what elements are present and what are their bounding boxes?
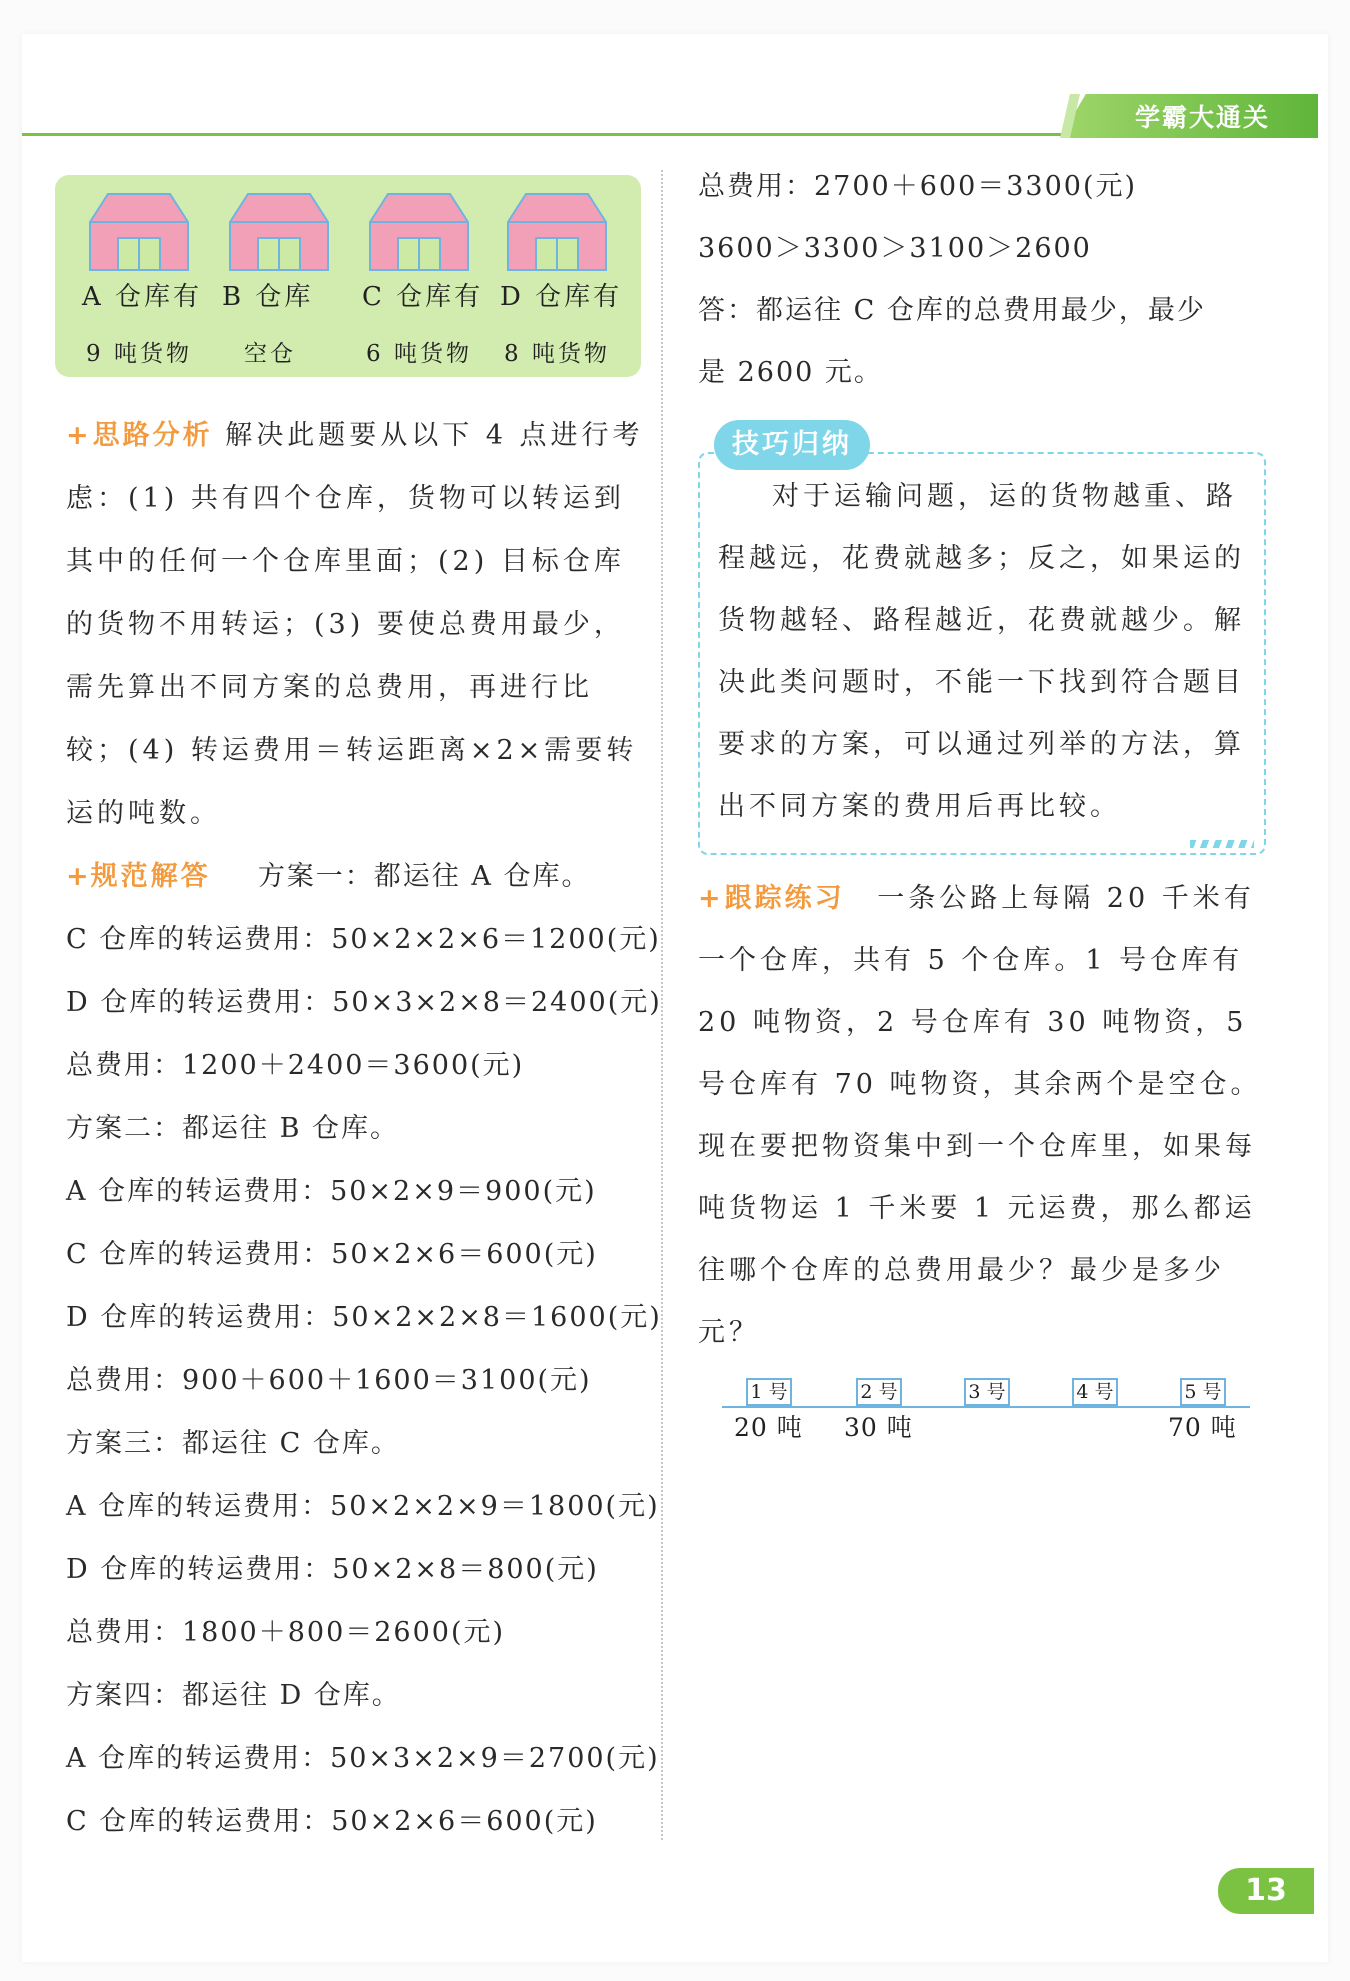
- tip-text: [718, 466, 1250, 838]
- solution-line: 答：都运往 C 仓库的总费用最少，最少: [698, 295, 1206, 326]
- road-station-amount: 20 吨: [734, 1413, 803, 1442]
- plus-icon: +: [66, 861, 91, 892]
- solution-line: A 仓库的转运费用：50×3×2×9＝2700(元): [66, 1743, 660, 1774]
- plus-icon: +: [66, 420, 93, 451]
- warehouse-icon: [368, 192, 470, 272]
- warehouse-cargo: 8 吨货物: [504, 341, 610, 367]
- warehouse-name: B 仓库: [222, 282, 314, 312]
- practice-paragraph: [698, 868, 1278, 1364]
- solution-line: A 仓库的转运费用：50×2×9＝900(元): [66, 1176, 597, 1207]
- tip-body: 对于运输问题，运的货物越重、路程越远，花费就越多；反之，如果运的货物越轻、路程越近，花费就越少。解决此类问题时，不能一下找到符合题目要求的方案，可以通过列举的方法，算出不同方案的费用后再比较。: [718, 481, 1245, 822]
- solution-line: 3600＞3300＞3100＞2600: [698, 233, 1092, 264]
- page-number: 13: [1218, 1868, 1314, 1914]
- warehouse-name: D 仓库有: [500, 282, 623, 312]
- solution-line: 方案三：都运往 C 仓库。: [66, 1428, 400, 1459]
- warehouse-cargo: 6 吨货物: [366, 341, 472, 367]
- warehouse-name: A 仓库有: [82, 282, 203, 312]
- solution-line: 总费用：900＋600＋1600＝3100(元): [66, 1365, 592, 1396]
- header-title: 学霸大通关: [1135, 103, 1271, 132]
- tip-corner-decoration: [1190, 840, 1254, 848]
- warehouse-cargo: 9 吨货物: [86, 341, 192, 367]
- road-station-label: 5 号: [1180, 1378, 1226, 1406]
- solution-line: 方案二：都运往 B 仓库。: [66, 1113, 400, 1144]
- solution-line: D 仓库的转运费用：50×2×8＝800(元): [66, 1554, 599, 1585]
- solution-line: D 仓库的转运费用：50×2×2×8＝1600(元): [66, 1302, 662, 1333]
- solution-line: C 仓库的转运费用：50×2×2×6＝1200(元): [66, 924, 661, 955]
- warehouse-name: C 仓库有: [362, 282, 484, 312]
- solution-line: 总费用：1800＋800＝2600(元): [66, 1617, 506, 1648]
- header-rule: [22, 133, 1120, 136]
- solution-line: A 仓库的转运费用：50×2×2×9＝1800(元): [66, 1491, 660, 1522]
- road-station-amount: 30 吨: [844, 1413, 913, 1442]
- road-station-label: 4 号: [1072, 1378, 1118, 1406]
- road-station-label: 1 号: [746, 1378, 792, 1406]
- solution-line: 总费用：1200＋2400＝3600(元): [66, 1050, 525, 1081]
- warehouse-cargo: 空仓: [244, 341, 296, 367]
- warehouse-icon: [506, 192, 608, 272]
- practice-text: 一条公路上每隔 20 千米有一个仓库，共有 5 个仓库。1 号仓库有 20 吨物资，2 号仓库有 30 吨物资，5 号仓库有 70 吨物资，其余两个是空仓。现在要把物资集中到一个仓库里，如果每吨货物运 1 千米要 1 元运费，那么都运往哪个仓库的总费用最少？最少是多少元？: [698, 883, 1262, 1348]
- solution-first-line: 方案一：都运往 A 仓库。: [257, 861, 591, 892]
- road-station-label: 2 号: [856, 1378, 902, 1406]
- solution-line: D 仓库的转运费用：50×3×2×8＝2400(元): [66, 987, 662, 1018]
- analysis-paragraph: [66, 404, 650, 845]
- warehouse-icon: [88, 192, 190, 272]
- road-station-amount: 70 吨: [1168, 1413, 1237, 1442]
- road-station-label: 3 号: [964, 1378, 1010, 1406]
- solution-line: 总费用：2700＋600＝3300(元): [698, 171, 1138, 202]
- solution-line: 是 2600 元。: [698, 357, 883, 388]
- solution-heading: 规范解答: [90, 861, 211, 892]
- solution-line: C 仓库的转运费用：50×2×6＝600(元): [66, 1239, 598, 1270]
- analysis-heading: 思路分析: [92, 420, 213, 451]
- solution-line: C 仓库的转运费用：50×2×6＝600(元): [66, 1806, 598, 1837]
- warehouse-icon: [228, 192, 330, 272]
- solution-line: 方案四：都运往 D 仓库。: [66, 1680, 401, 1711]
- tip-badge: 技巧归纳: [714, 420, 870, 470]
- practice-heading: 跟踪练习: [724, 883, 845, 914]
- plus-icon: +: [698, 883, 725, 914]
- solution-heading-line: [66, 845, 590, 908]
- analysis-text: 解决此题要从以下 4 点进行考虑：(1) 共有四个仓库，货物可以转运到其中的任何一个仓库里面；(2) 目标仓库的货物不用转运；(3) 要使总费用最少，需先算出不同方案的总费用，再进行比较；(4) 转运费用＝转运距离×2×需要转运的吨数。: [66, 420, 644, 829]
